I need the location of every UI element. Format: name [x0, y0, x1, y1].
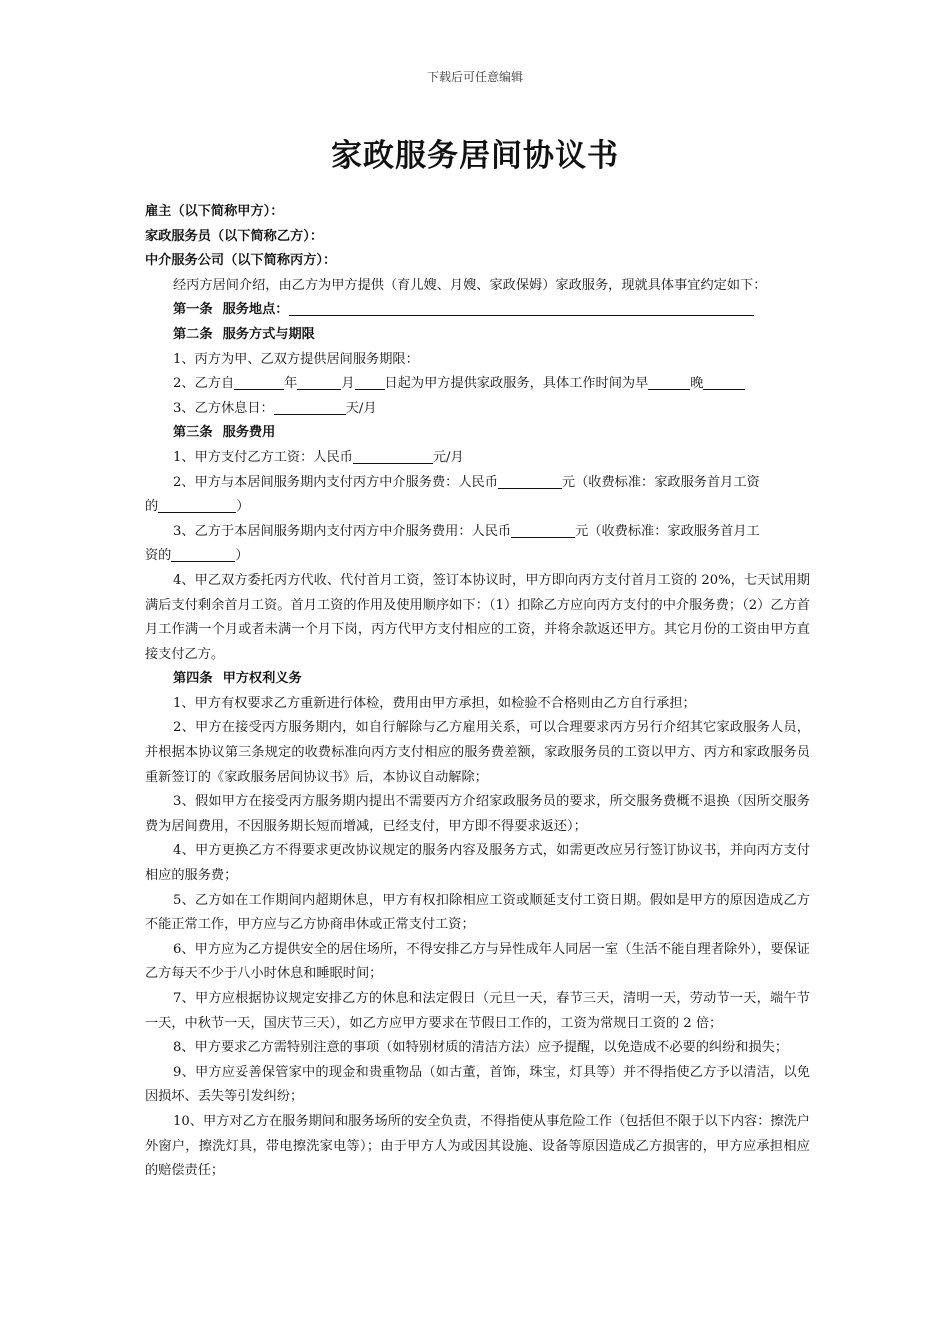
document-body — [145, 200, 810, 1184]
rest-days-blank — [274, 399, 346, 415]
article4-item: 10、甲方对乙方在服务期间和服务场所的安全负责，不得指使从事危险工作（包括但不限于以下内容：擦洗户外窗户，擦洗灯具，带电擦洗家电等）；由于甲方人为或因其设施、设备等原因造成乙方损害的，甲方应承担相应的赔偿责任； — [145, 1113, 810, 1179]
morning-time-blank — [648, 374, 690, 390]
article3-item2-d: ） — [236, 499, 250, 515]
article3-item2-a: 2、甲方与本居间服务期内支付丙方中介服务费：人民币 — [173, 474, 498, 490]
article4-item: 3、假如甲方在接受丙方服务期内提出不需要丙方介绍家政服务员的要求，所交服务费概不退换（因所交服务费为居间费用，不因服务期长短而增减，已经支付，甲方即不得要求返还）； — [145, 794, 810, 834]
article4-item: 2、甲方在接受丙方服务期内，如自行解除与乙方雇用关系，可以合理要求丙方另行介绍其它家政服务人员，并根据本协议第三条规定的收费标准向丙方支付相应的服务费差额，家政服务员的工资以甲方、丙方和家政服务员重新签订的《家政服务居间协议书》后，本协议自动解除； — [145, 720, 810, 785]
article3-item3-cont — [145, 544, 810, 569]
article2-item2-a: 2、乙方自 — [173, 376, 235, 392]
service-address-blank — [289, 300, 754, 316]
article2-item2-e: 晚 — [690, 376, 704, 392]
article2-item2-c: 月 — [341, 376, 355, 392]
article3-item2-cont — [145, 495, 810, 520]
start-month-blank — [297, 374, 341, 390]
article3-item3 — [145, 520, 810, 545]
article2-label: 第二条 — [173, 326, 213, 342]
article4-heading — [145, 667, 810, 692]
intro-paragraph: 经丙方居间介绍，由乙方为甲方提供（育儿嫂、月嫂、家政保姆）家政服务，现就具体事宜约定如下： — [173, 277, 767, 293]
article4-item: 7、甲方应根据协议规定安排乙方的休息和法定假日（元旦一天，春节三天，清明一天，劳动节一天，端午节一天，中秋节一天，国庆节三天），如乙方应甲方要求在节假日工作的，工资为常规日工资的 2 倍； — [145, 991, 810, 1031]
party-agency: 中介服务公司（以下简称丙方）： — [145, 253, 337, 269]
employer-fee-rate-blank — [158, 497, 236, 513]
worker-fee-blank — [511, 522, 575, 538]
start-day-blank — [355, 374, 385, 390]
article2-item3-a: 3、乙方休息日： — [173, 400, 274, 416]
article2-item3 — [145, 397, 810, 422]
article3-heading — [145, 421, 810, 446]
article2-item2-b: 年 — [284, 376, 298, 392]
article3-label: 第三条 — [173, 425, 213, 441]
party-employer: 雇主（以下简称甲方）： — [145, 204, 284, 219]
article1-title: 服务地点： — [222, 302, 289, 318]
article4-item: 5、乙方如在工作期间内超期休息，甲方有权扣除相应工资或顺延支付工资日期。假如是甲方的原因造成乙方不能正常工作，甲方应与乙方协商串休或正常支付工资； — [145, 892, 810, 933]
article4-item: 4、甲方更换乙方不得要求更改协议规定的服务内容及服务方式，如需更改应另行签订协议书，并向丙方支付相应的服务费； — [145, 843, 810, 884]
article3-item3-c: 资的 — [145, 548, 172, 564]
article3-item1-a: 1、甲方支付乙方工资：人民币 — [173, 449, 353, 465]
article3-item3-b: 元（收费标准：家政服务首月工 — [575, 523, 760, 539]
employer-fee-blank — [498, 473, 562, 489]
header-note: 下载后可任意编辑 — [426, 70, 523, 84]
salary-blank — [353, 448, 433, 464]
article3-item2-c: 的 — [145, 499, 159, 515]
article1-label: 第一条 — [173, 302, 213, 318]
article3-item2 — [145, 471, 810, 496]
document-title: 家政服务居间协议书 — [331, 138, 619, 174]
article2-item1: 1、丙方为甲、乙双方提供居间服务期限： — [173, 351, 419, 367]
article3-item3-a: 3、乙方于本居间服务期内支付丙方中介服务费用：人民币 — [173, 523, 512, 539]
article4-item: 1、甲方有权要求乙方重新进行体检，费用由甲方承担，如检验不合格则由乙方自行承担； — [173, 695, 696, 711]
article4-item: 8、甲方要求乙方需特别注意的事项（如特别材质的清洁方法）应予提醒，以免造成不必要的纠纷和损失； — [173, 1040, 789, 1056]
article3-item2-b: 元（收费标准：家政服务首月工资 — [561, 474, 760, 490]
article2-item2-d: 日起为甲方提供家政服务，具体工作时间为早 — [384, 376, 649, 392]
party-worker: 家政服务员（以下简称乙方）： — [145, 228, 324, 244]
article4-label: 第四条 — [173, 671, 213, 687]
worker-fee-rate-blank — [171, 546, 235, 562]
article4-item: 9、甲方应妥善保管家中的现金和贵重物品（如古董，首饰，珠宝，灯具等）并不得指使乙方予以清洁，以免因损坏、丢失等引发纠纷； — [145, 1064, 810, 1105]
article3-item4: 4、甲乙双方委托丙方代收、代付首月工资，签订本协议时，甲方即向丙方支付首月工资的 20%，七天试用期满后支付剩余首月工资。首月工资的作用及使用顺序如下：（1）扣除乙方应向丙方支付的中介服务费；（2）乙方首月工作满一个月或者未满一个月下岗，丙方代甲方支付相应的工资，并将余款返还甲方。其它月份的工资由甲方直接支付乙方。 — [145, 572, 810, 662]
article4-title: 甲方权利义务 — [222, 671, 302, 687]
evening-time-blank — [703, 374, 745, 390]
article3-item1 — [145, 446, 810, 471]
article2-item3-b: 天/月 — [345, 400, 377, 416]
article2-heading — [145, 323, 810, 348]
article2-title: 服务方式与期限 — [222, 326, 315, 342]
article3-item3-d: ） — [235, 548, 249, 564]
article1-heading — [145, 298, 810, 323]
article3-title: 服务费用 — [222, 425, 276, 441]
article3-item1-b: 元/月 — [432, 449, 464, 465]
article2-item2 — [145, 372, 810, 397]
start-year-blank — [234, 374, 284, 390]
article4-item: 6、甲方应为乙方提供安全的居住场所，不得安排乙方与异性成年人同居一室（生活不能自理者除外），要保证乙方每天不少于八小时休息和睡眠时间； — [145, 941, 810, 982]
